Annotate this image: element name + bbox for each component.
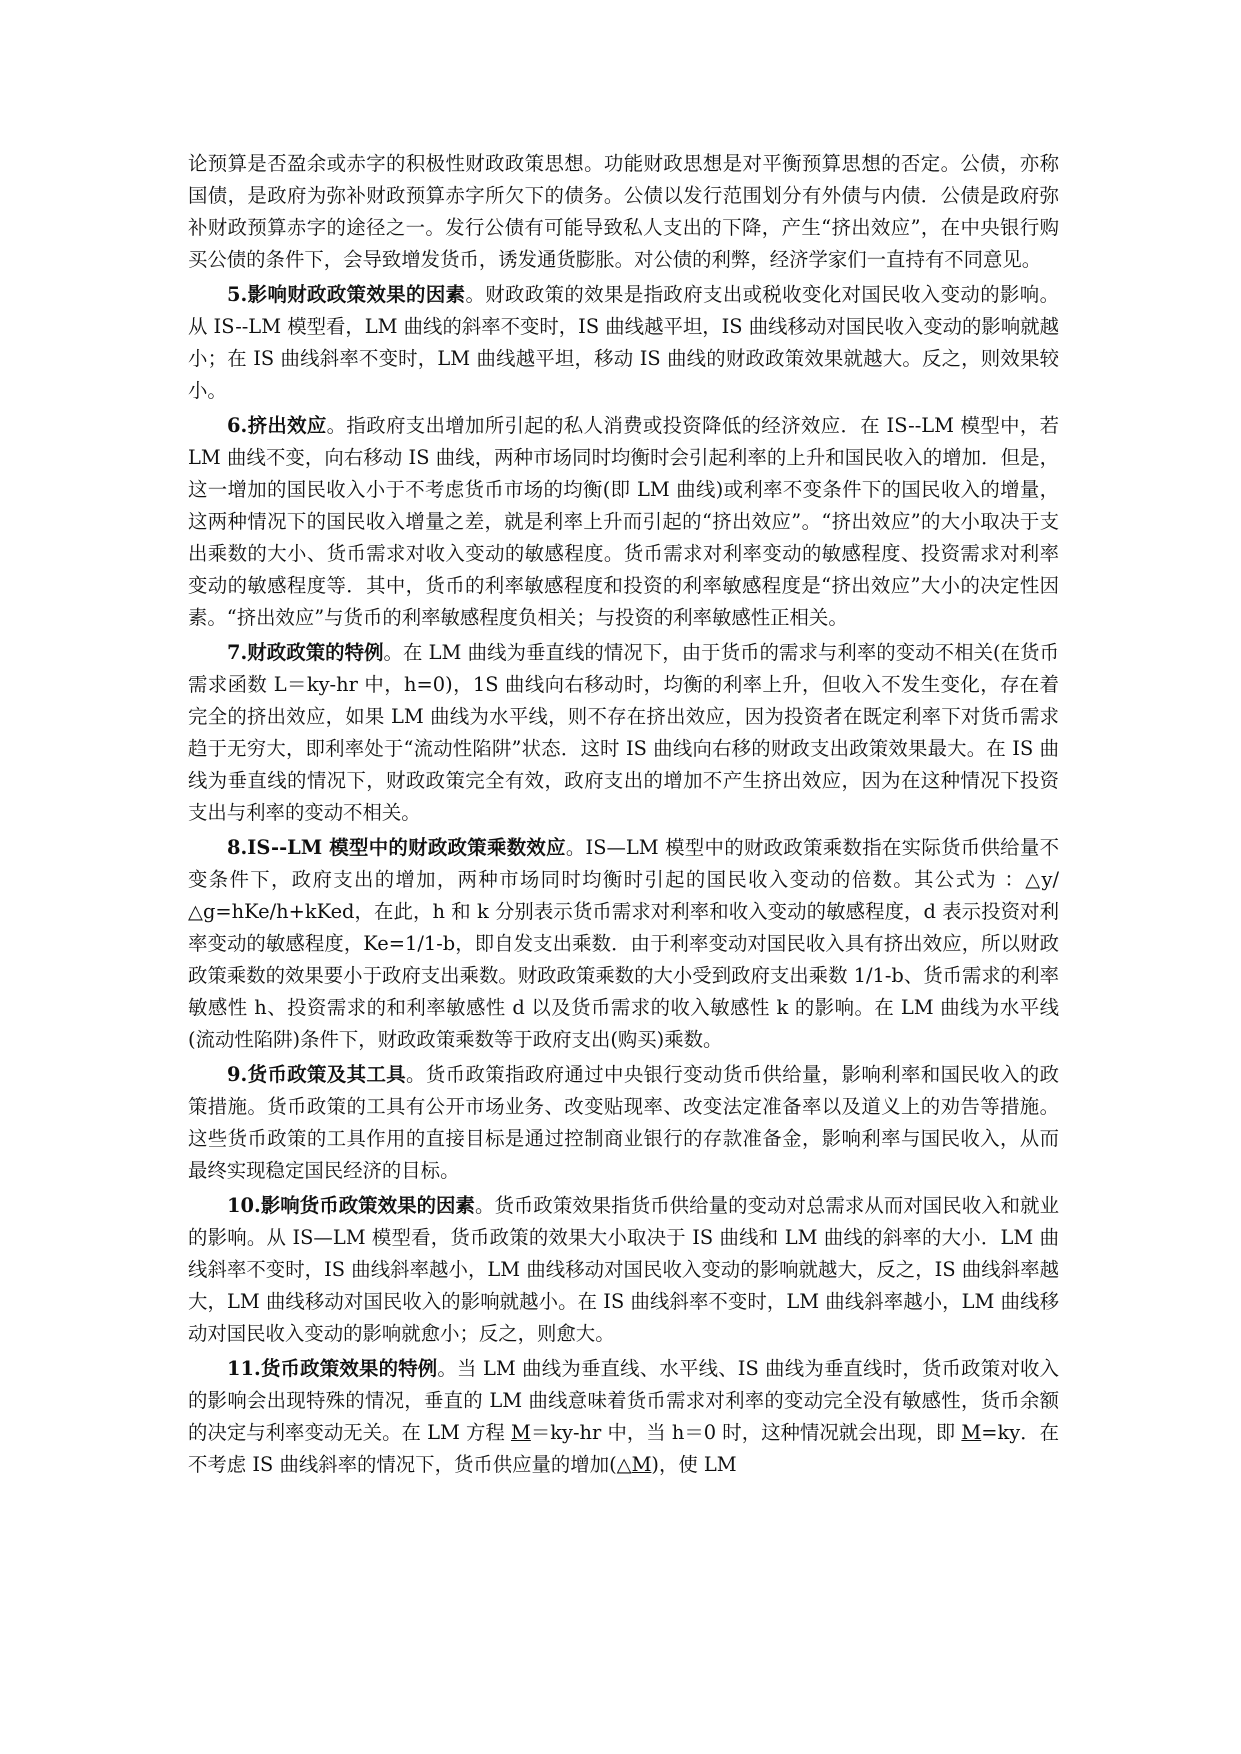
paragraph-text: 。当 LM 曲线为垂直线、水平线、IS 曲线为垂直线时，货币政策对收入的影响会出现特殊的情况，垂直的 LM 曲线意味着货币需求对利率的变动完全没有敏感性，货币余额的决定与利率变动无关。在 LM 方程 [188,1357,1060,1444]
paragraph [188,410,1059,634]
paragraph-text: 。IS—LM 模型中的财政政策乘数指在实际货币供给量不变条件下，政府支出的增加，两种市场同时均衡时引起的国民收入变动的倍数。其公式为 ：△y/△g=hKe/h+kKed，在此，h 和 k 分别表示货币需求对利率和收入变动的敏感程度，d 表示投资对利率变动的敏感程度，Ke=1/1-b，即自发支出乘数．由于利率变动对国民收入具有挤出效应，所以财政政策乘数的效果要小于政府支出乘数。财政政策乘数的大小受到政府支出乘数 1/1-b、货币需求的利率敏感性 h、投资需求的和利率敏感性 d 以及货币需求的收入敏感性 k 的影响。在 LM 曲线为水平线(流动性陷阱)条件下，财政政策乘数等于政府支出(购买)乘数。 [188,836,1059,1051]
paragraph-text: =ky．在不考虑 IS 曲线斜率的情况下，货币供应量的增加(△ [188,1421,1060,1476]
underlined-symbol: M [961,1421,982,1444]
paragraph-text: )，使 LM [651,1453,737,1476]
underlined-symbol: M [510,1421,531,1444]
section-heading: 11.货币政策效果的特例 [227,1357,438,1380]
paragraph [188,1353,1059,1481]
paragraph [188,1059,1059,1187]
section-heading: 10.影响货币政策效果的因素 [227,1194,475,1217]
section-heading: 7.财政政策的特例 [227,641,384,664]
paragraph [188,148,1059,276]
paragraph-text: 。货币政策指政府通过中央银行变动货币供给量，影响利率和国民收入的政策措施。货币政策的工具有公开市场业务、改变贴现率、改变法定准备率以及道义上的劝告等措施。这些货币政策的工具作用的直接目标是通过控制商业银行的存款准备金，影响利率与国民收入，从而最终实现稳定国民经济的目标。 [188,1063,1059,1182]
paragraph-text: 论预算是否盈余或赤字的积极性财政政策思想。功能财政思想是对平衡预算思想的否定。公债，亦称国债，是政府为弥补财政预算赤字所欠下的债务。公债以发行范围划分有外债与内债．公债是政府弥补财政预算赤字的途径之一。发行公债有可能导致私人支出的下降，产生“挤出效应”，在中央银行购买公债的条件下，会导致增发货币，诱发通货膨胀。对公债的利弊，经济学家们一直持有不同意见。 [188,152,1059,271]
paragraph [188,1190,1059,1350]
paragraph [188,637,1059,829]
paragraph [188,832,1059,1056]
paragraph [188,279,1059,407]
paragraph-text: 。指政府支出增加所引起的私人消费或投资降低的经济效应．在 IS--LM 模型中，若 LM 曲线不变，向右移动 IS 曲线，两种市场同时均衡时会引起利率的上升和国民收入的增加．但是，这一增加的国民收入小于不考虑货币市场的均衡(即 LM 曲线)或利率不变条件下的国民收入的增量，这两种情况下的国民收入增量之差，就是利率上升而引起的“挤出效应”。“挤出效应”的大小取决于支出乘数的大小、货币需求对收入变动的敏感程度。货币需求对利率变动的敏感程度、投资需求对利率变动的敏感程度等．其中，货币的利率敏感程度和投资的利率敏感程度是“挤出效应”大小的决定性因素。“挤出效应”与货币的利率敏感程度负相关；与投资的利率敏感性正相关。 [188,414,1059,629]
document-body [188,148,1059,1481]
paragraph-text: 。在 LM 曲线为垂直线的情况下，由于货币的需求与利率的变动不相关(在货币需求函数 L＝ky-hr 中，h=0)，1S 曲线向右移动时，均衡的利率上升，但收入不发生变化，存在着完全的挤出效应，如果 LM 曲线为水平线，则不存在挤出效应，因为投资者在既定利率下对货币需求趋于无穷大，即利率处于“流动性陷阱”状态．这时 IS 曲线向右移的财政支出政策效果最大。在 IS 曲线为垂直线的情况下，财政政策完全有效，政府支出的增加不产生挤出效应，因为在这种情况下投资支出与利率的变动不相关。 [188,641,1059,824]
paragraph-text: 。货币政策效果指货币供给量的变动对总需求从而对国民收入和就业的影响。从 IS—LM 模型看，货币政策的效果大小取决于 IS 曲线和 LM 曲线的斜率的大小．LM 曲线斜率不变时，IS 曲线斜率越小，LM 曲线移动对国民收入变动的影响就越大，反之，IS 曲线斜率越大，LM 曲线移动对国民收入的影响就越小。在 IS 曲线斜率不变时，LM 曲线斜率越小，LM 曲线移动对国民收入变动的影响就愈小；反之，则愈大。 [188,1194,1060,1345]
section-heading: 9.货币政策及其工具 [227,1063,407,1086]
underlined-symbol: M [631,1453,652,1476]
paragraph-text: 。财政政策的效果是指政府支出或税收变化对国民收入变动的影响。从 IS--LM 模型看，LM 曲线的斜率不变时，IS 曲线越平坦，IS 曲线移动对国民收入变动的影响就越小；在 IS 曲线斜率不变时，LM 曲线越平坦，移动 IS 曲线的财政政策效果就越大。反之，则效果较小。 [188,283,1059,402]
paragraph-text: ＝ky-hr 中，当 h＝0 时，这种情况就会出现，即 [530,1421,962,1444]
section-heading: 8.IS--LM 模型中的财政政策乘数效应 [227,836,566,859]
section-heading: 5.影响财政政策效果的因素 [227,283,466,306]
section-heading: 6.挤出效应 [227,414,327,437]
